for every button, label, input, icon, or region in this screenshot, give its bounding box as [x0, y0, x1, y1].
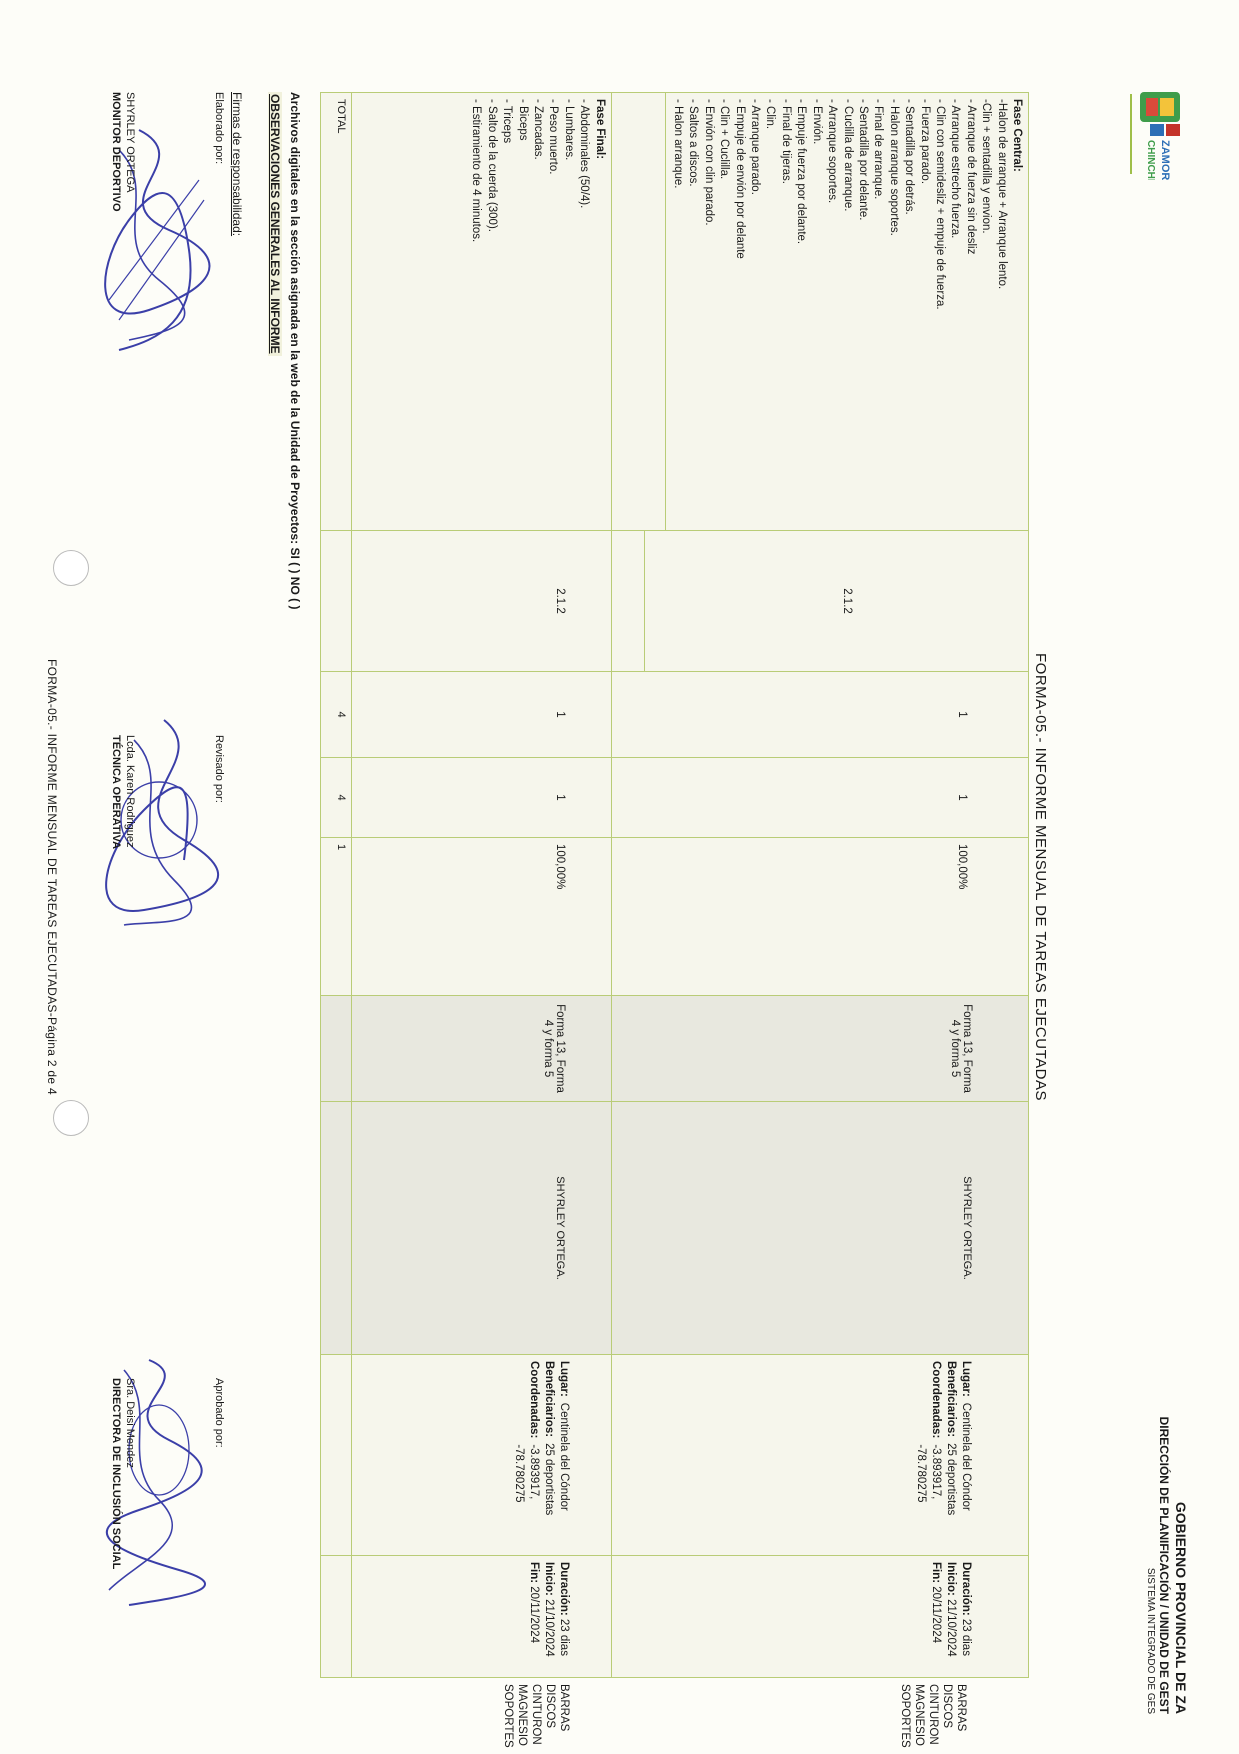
org-line-3: SISTEMA INTEGRADO DE GES	[1145, 1567, 1157, 1714]
total-empty-4	[320, 1556, 351, 1678]
responsible-cell: SHYRLEY ORTEGA.	[351, 1102, 611, 1355]
aprobado-label: Aprobado por:	[213, 1378, 225, 1448]
planned-cell: 1	[351, 672, 611, 758]
logo-text-2: CHINCHIPE	[1145, 140, 1156, 180]
elaborado-role: MONITOR DEPORTIVO	[110, 92, 122, 212]
duration-cell: Duración: 23 dias Inicio: 21/10/2024 Fin: 20/11/2024	[351, 1556, 611, 1678]
location-cell: Lugar: Centinela del Cóndor Beneficiarios: 25 deportistas Coordenadas: -3.893917, -78.780275	[611, 1355, 1028, 1556]
revisado-name: Lcda. Karen Rodriguez	[124, 735, 136, 848]
logo-text-1: ZAMORA	[1159, 140, 1171, 180]
revisado-role: TÉCNICA OPERATIVA	[110, 735, 122, 850]
code-cell: 2.1.2	[351, 531, 611, 672]
total-empty-1	[320, 996, 351, 1102]
organization-header	[1144, 1417, 1189, 1714]
code-cell: 2.1.2	[611, 531, 1028, 672]
location-cell: Lugar: Centinela del Cóndor Beneficiarios: 25 deportistas Coordenadas: -3.893917, -78.780275	[351, 1355, 611, 1556]
punch-hole	[53, 1100, 89, 1136]
provincial-logo	[1104, 90, 1184, 180]
elaborado-name: SHYRLEY ORTEGA	[124, 92, 136, 193]
page-footer: FORMA-05.- INFORME MENSUAL DE TAREAS EJECUTADAS-Página 2 de 4	[45, 659, 59, 1095]
planned-cell: 1	[611, 672, 1028, 758]
total-executed: 4	[320, 758, 351, 838]
org-line-1: GOBIERNO PROVINCIAL DE ZA	[1173, 1501, 1189, 1714]
total-row	[320, 93, 351, 1678]
table-row: Fase Final: - Abdominales (50/4). - Lumbares. - Peso muerto. - Zancadas. - Biceps - Triceps - Salto de la cuerda (300). - Estiramiento de 4 minutos. 2.1.2 1 1 100,00% Forma 13, Forma 4 y forma 5 SHYRLEY ORTEGA. Lugar: Centinela del Cóndor Beneficiarios: 25 deportistas Coordenadas: -3.893917, -78.780275 Duración: 23 dias Inicio: 21/10/2024 Fin: 20/11/2024 BARRAS DISCOS CINTURON MAGNESIO SOPORTES	[351, 93, 611, 1678]
table-row: Fase Central: -Halon de arranque + Arranque lento. -Clin + sentadilla y envion. - Arranque de fuerza sin desliz - Arranque estrecho fuerza. - Clin con semidesliz + empuje de fuerza. - Fuerza parado. - Sentadilla por detrás. - Halon arranque soportes. - Final de arranque. - Sentadilla por delante. - Cuclilla de arranque. - Arranque soportes. - Envión. - Empuje fuerza por delante. - Final de tijeras. - Clin. - Arranque parado. - Empuje de envión por delante - Clin + Cuclilla. - Envión con clin parado. - Saltos a discos. - Halon arranque. 2.1.2 1 1 100,00% Forma 13, Forma 4 y forma 5 SHYRLEY ORTEGA. Lugar: Centinela del Cóndor Beneficiarios: 25 deportistas Coordenadas: -3.893917, -78.780275 Duración: 23 dias Inicio: 21/10/2024 Fin: 20/11/2024 BARRAS DISCOS CINTURON MAGNESIO SOPORTES	[665, 93, 1028, 1678]
tasks-table	[320, 92, 1029, 1748]
observaciones-heading: OBSERVACIONES GENERALES AL INFORME	[268, 94, 282, 354]
verification-cell: Forma 13, Forma 4 y forma 5	[351, 996, 611, 1102]
punch-hole	[53, 550, 89, 586]
activity-cell: Fase Final: - Abdominales (50/4). - Lumbares. - Peso muerto. - Zancadas. - Biceps - Triceps - Salto de la cuerda (300). - Estiramiento de 4 minutos.	[351, 93, 611, 531]
elaborado-label: Elaborado por:	[213, 92, 225, 165]
total-label: TOTAL	[320, 93, 351, 531]
total-empty-2	[320, 1102, 351, 1355]
executed-cell: 1	[351, 758, 611, 838]
elaborado-name-block	[109, 92, 137, 212]
duration-cell: Duración: 23 dias Inicio: 21/10/2024 Fin: 20/11/2024	[611, 1556, 1028, 1678]
aprobado-role: DIRECTORA DE INCLUSIÓN SOCIAL	[110, 1378, 122, 1570]
form-title: FORMA-05.- INFORME MENSUAL DE TAREAS EJECUTADAS	[1032, 652, 1049, 1101]
activity-cell: Fase Central: -Halon de arranque + Arranque lento. -Clin + sentadilla y envion. - Arranque de fuerza sin desliz - Arranque estrecho fuerza. - Clin con semidesliz + empuje de fuerza. - Fuerza parado. - Sentadilla por detrás. - Halon arranque soportes. - Final de arranque. - Sentadilla por delante. - Cuclilla de arranque. - Arranque soportes. - Envión. - Empuje fuerza por delante. - Final de tijeras. - Clin. - Arranque parado. - Empuje de envión por delante - Clin + Cuclilla. - Envión con clin parado. - Saltos a discos. - Halon arranque.	[665, 93, 1028, 531]
percent-cell: 100,00%	[611, 838, 1028, 996]
verification-cell: Forma 13, Forma 4 y forma 5	[611, 996, 1028, 1102]
total-planned: 4	[320, 672, 351, 758]
executed-cell: 1	[611, 758, 1028, 838]
percent-cell: 100,00%	[351, 838, 611, 996]
revisado-label: Revisado por:	[213, 735, 225, 803]
org-line-2: DIRECCIÓN DE PLANIFICACIÓN / UNIDAD DE GEST	[1157, 1416, 1172, 1714]
activity-cell-empty	[611, 93, 665, 531]
revisado-name-block	[109, 735, 137, 849]
firmas-label: Firmas de responsabilidad:	[230, 92, 244, 237]
total-code-empty	[320, 531, 351, 672]
archivos-digitales-text: Archivos digitales en la sección asignada en la web de la Unidad de Proyectos: SI ( ) NO ( )	[288, 92, 302, 610]
aprobado-name: Sra. Deisi Mendez	[124, 1378, 136, 1468]
total-percent: 1	[320, 838, 351, 996]
total-empty-3	[320, 1355, 351, 1556]
responsible-cell: SHYRLEY ORTEGA.	[611, 1102, 1028, 1355]
aprobado-name-block	[109, 1378, 137, 1569]
